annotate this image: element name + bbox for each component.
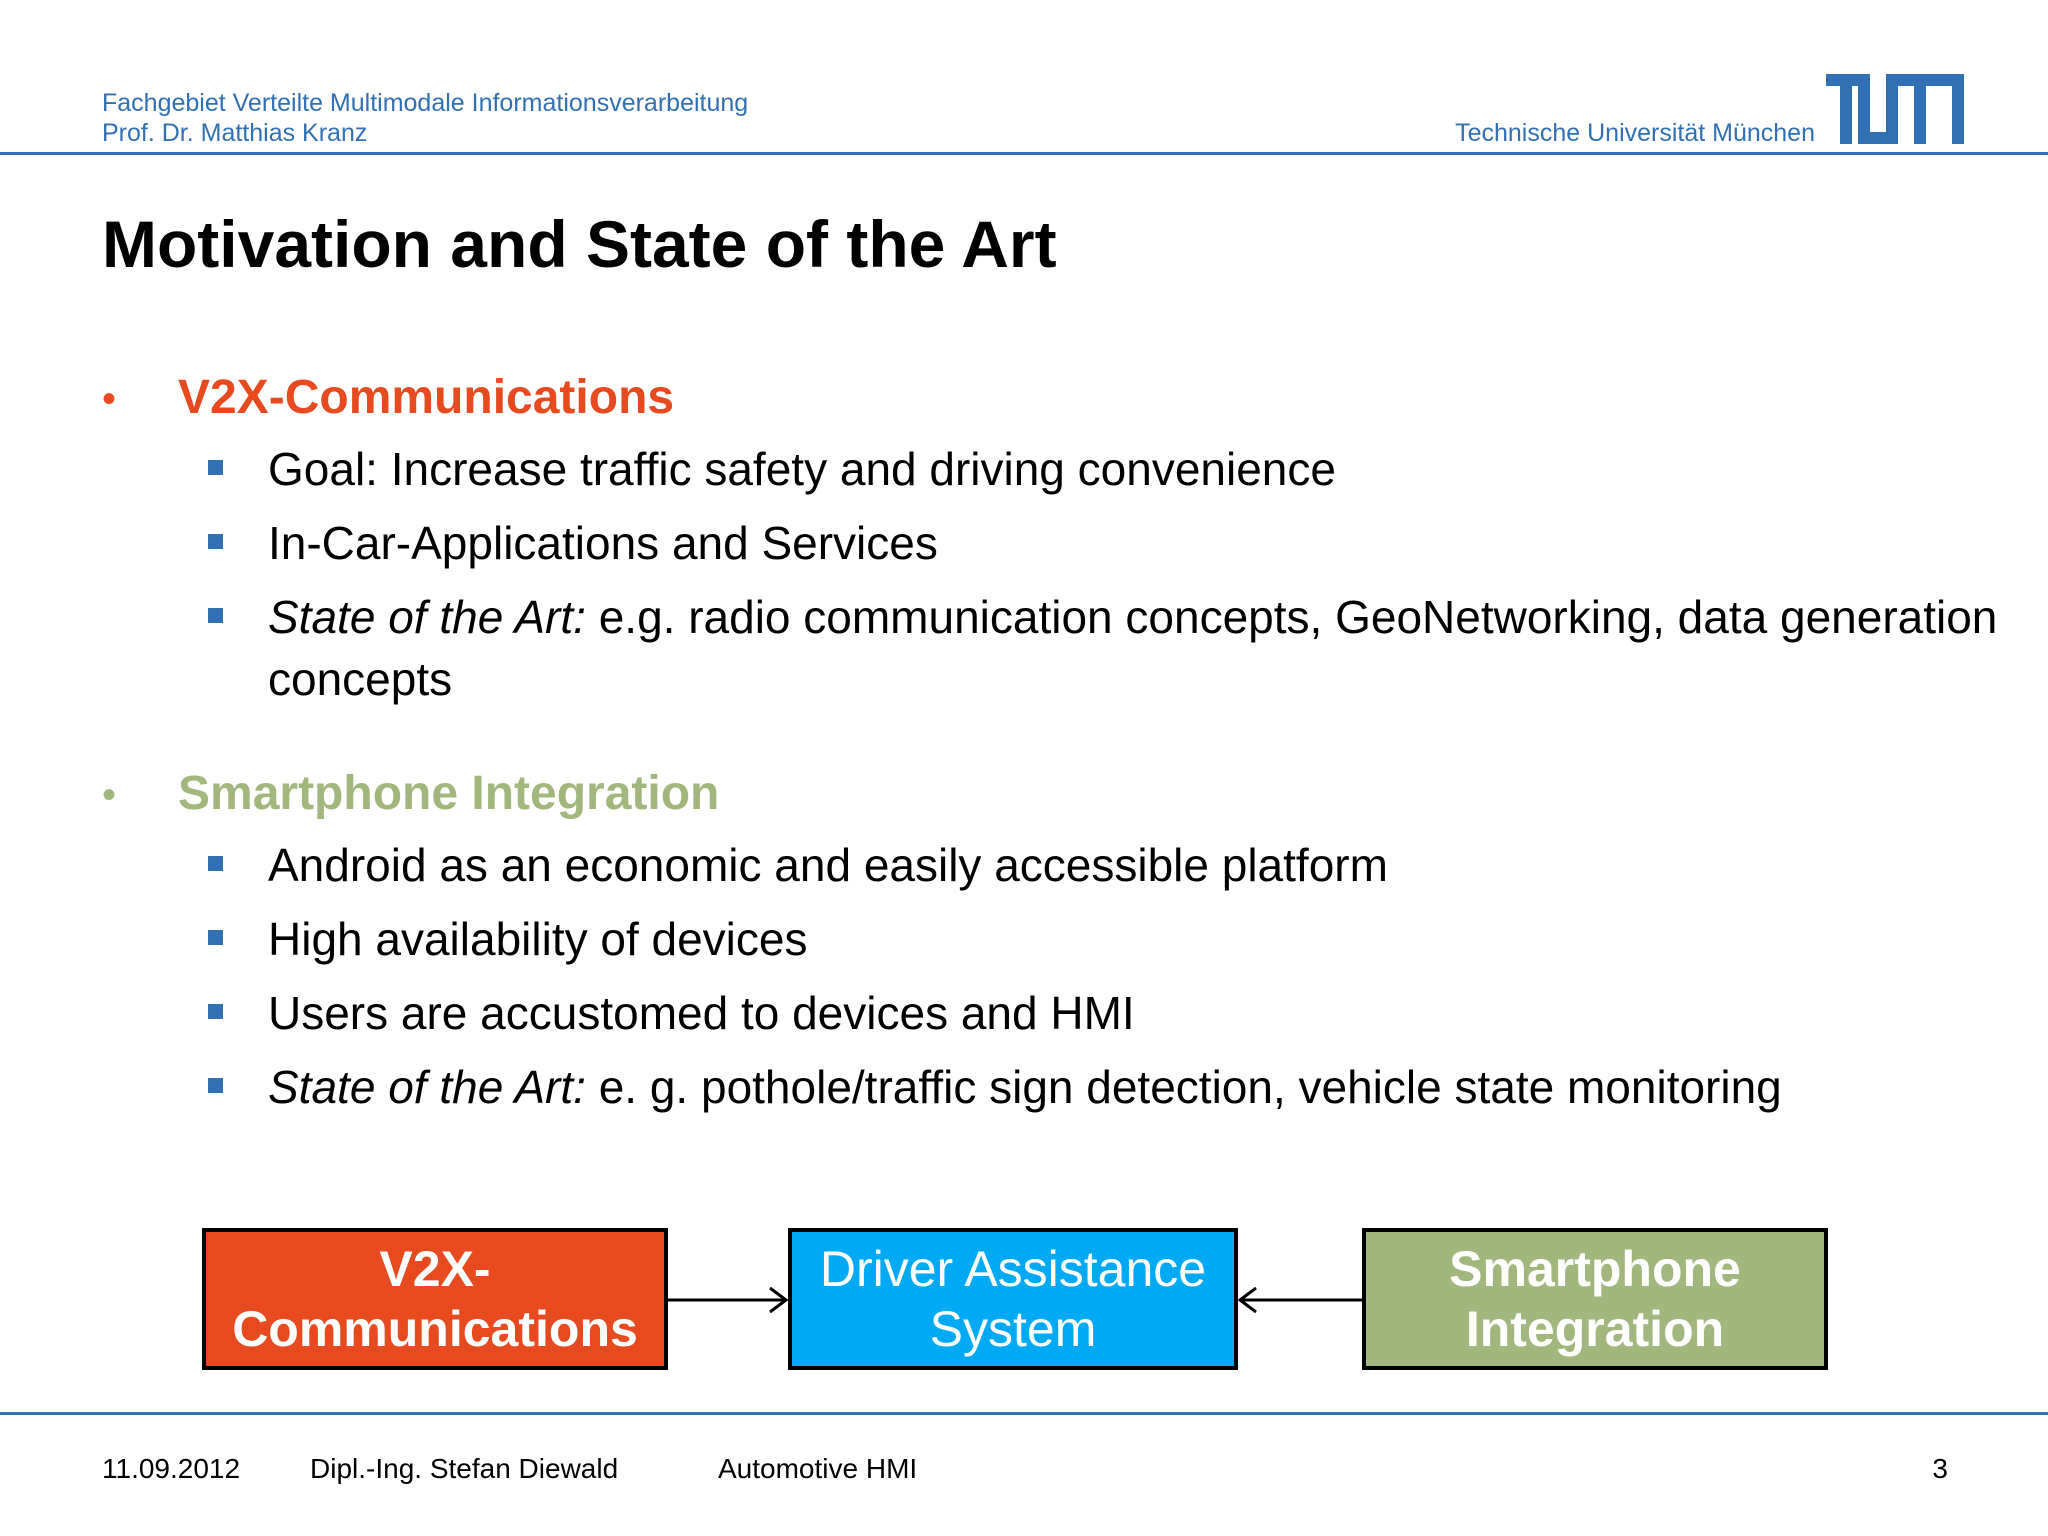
diagram-box-smartphone: Smartphone Integration — [1362, 1228, 1828, 1370]
professor-name: Prof. Dr. Matthias Kranz — [102, 119, 368, 147]
page-number: 3 — [1932, 1453, 1948, 1484]
square-bullet-icon — [208, 608, 223, 623]
footer-date: 11.09.2012 — [102, 1453, 241, 1484]
diagram-box-v2x: V2X- Communications — [202, 1228, 668, 1370]
square-bullet-icon — [208, 930, 223, 945]
bullet-dot-icon: • — [102, 773, 117, 817]
department-name: Fachgebiet Verteilte Multimodale Informationsverarbeitung — [102, 89, 749, 117]
system-diagram — [0, 1220, 2048, 1380]
tum-logo — [1826, 74, 1964, 144]
list-item: State of the Art: e.g. radio communication concepts, GeoNetworking, data generation concepts — [102, 586, 2002, 710]
square-bullet-icon — [208, 856, 223, 871]
list-item: Android as an economic and easily accessible platform — [102, 834, 2002, 896]
section-smartphone — [102, 764, 2002, 1130]
header-divider — [0, 152, 2048, 155]
section-v2x — [102, 368, 2002, 722]
footer-topic: Automotive HMI — [718, 1453, 918, 1484]
square-bullet-icon — [208, 1078, 223, 1093]
university-name: Technische Universität München — [1455, 119, 1815, 147]
section-title: Smartphone Integration — [178, 767, 720, 820]
list-item: In-Car-Applications and Services — [102, 512, 2002, 574]
list-item: High availability of devices — [102, 908, 2002, 970]
square-bullet-icon — [208, 534, 223, 549]
page-title: Motivation and State of the Art — [102, 207, 1057, 281]
header-left — [102, 88, 748, 148]
diagram-box-driver-assistance: Driver Assistance System — [788, 1228, 1238, 1370]
section-title: V2X-Communications — [178, 371, 675, 424]
bullet-list — [102, 438, 2002, 710]
list-item: Users are accustomed to devices and HMI — [102, 982, 2002, 1044]
square-bullet-icon — [208, 1004, 223, 1019]
bullet-list — [102, 834, 2002, 1118]
bullet-dot-icon: • — [102, 377, 117, 421]
square-bullet-icon — [208, 460, 223, 475]
list-item: State of the Art: e. g. pothole/traffic sign detection, vehicle state monitoring — [102, 1056, 2002, 1118]
footer-divider — [0, 1412, 2048, 1415]
list-item: Goal: Increase traffic safety and driving convenience — [102, 438, 2002, 500]
footer-author: Dipl.-Ing. Stefan Diewald — [310, 1453, 619, 1484]
